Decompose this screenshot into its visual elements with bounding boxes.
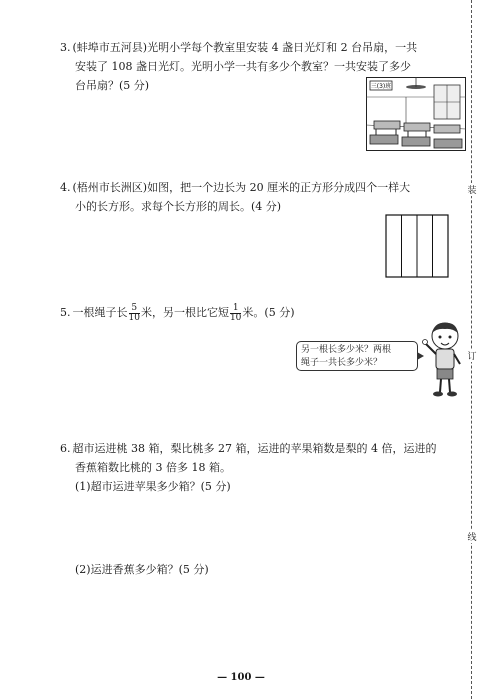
binding-margin — [462, 0, 482, 699]
question-5 — [60, 303, 455, 323]
question-text-line: (蚌埠市五河县)光明小学每个教室里安装 4 盏日光灯和 2 台吊扇，一共 — [72, 41, 418, 54]
question-text-line: 香蕉箱数比桃的 3 倍多 18 箱。 — [75, 461, 231, 474]
binding-mark: 线 — [465, 530, 479, 543]
question-number: 3. — [60, 41, 71, 54]
sub-question-2: (2)运进香蕉多少箱？(5 分) — [75, 563, 209, 576]
fraction-denominator: 10 — [229, 312, 242, 323]
question-text-line: 台吊扇？(5 分) — [75, 79, 150, 92]
fraction-denominator: 10 — [128, 312, 140, 323]
speech-bubble — [296, 341, 418, 371]
question-text-line: 安装了 108 盏日光灯。光明小学一共有多少个教室？一共安装了多少 — [75, 60, 411, 73]
fraction-five-tenths — [129, 304, 140, 323]
question-number: 5. — [60, 306, 71, 319]
question-text: 米，另一根比它短 — [140, 306, 229, 319]
fraction-one-tenth — [230, 304, 241, 323]
question-text-line: (梧州市长洲区)如图，把一个边长为 20 厘米的正方形分成四个一样大 — [72, 181, 411, 194]
page-number: — 100 — — [217, 672, 265, 683]
bubble-text-line: 绳子一共长多少米？ — [301, 358, 383, 368]
cartoon-boy-illustration — [421, 320, 467, 398]
divided-square-figure — [385, 214, 449, 278]
bubble-text-line: 另一根长多少米？两根 — [301, 345, 392, 355]
binding-mark: 订 — [465, 349, 479, 362]
question-6 — [60, 439, 460, 496]
sub-question-2-block — [75, 560, 455, 579]
sub-question-1: (1)超市运进苹果多少箱？(5 分) — [75, 480, 231, 493]
class-sign: 三(3)班 — [370, 83, 392, 90]
question-text: 一根绳子长 — [72, 306, 128, 319]
question-text-line: 小的长方形。求每个长方形的周长。(4 分) — [75, 200, 282, 213]
question-4 — [60, 178, 455, 216]
fraction-numerator: 1 — [230, 304, 241, 314]
question-text-line: 超市运进桃 38 箱，梨比桃多 27 箱，运进的苹果箱数是梨的 4 倍，运进的 — [72, 442, 437, 455]
binding-mark: 装 — [465, 183, 479, 196]
question-number: 4. — [60, 181, 71, 194]
question-number: 6. — [60, 442, 71, 455]
fraction-numerator: 5 — [129, 304, 140, 314]
question-text: 米。(5 分) — [242, 306, 295, 319]
classroom-illustration — [366, 77, 466, 151]
